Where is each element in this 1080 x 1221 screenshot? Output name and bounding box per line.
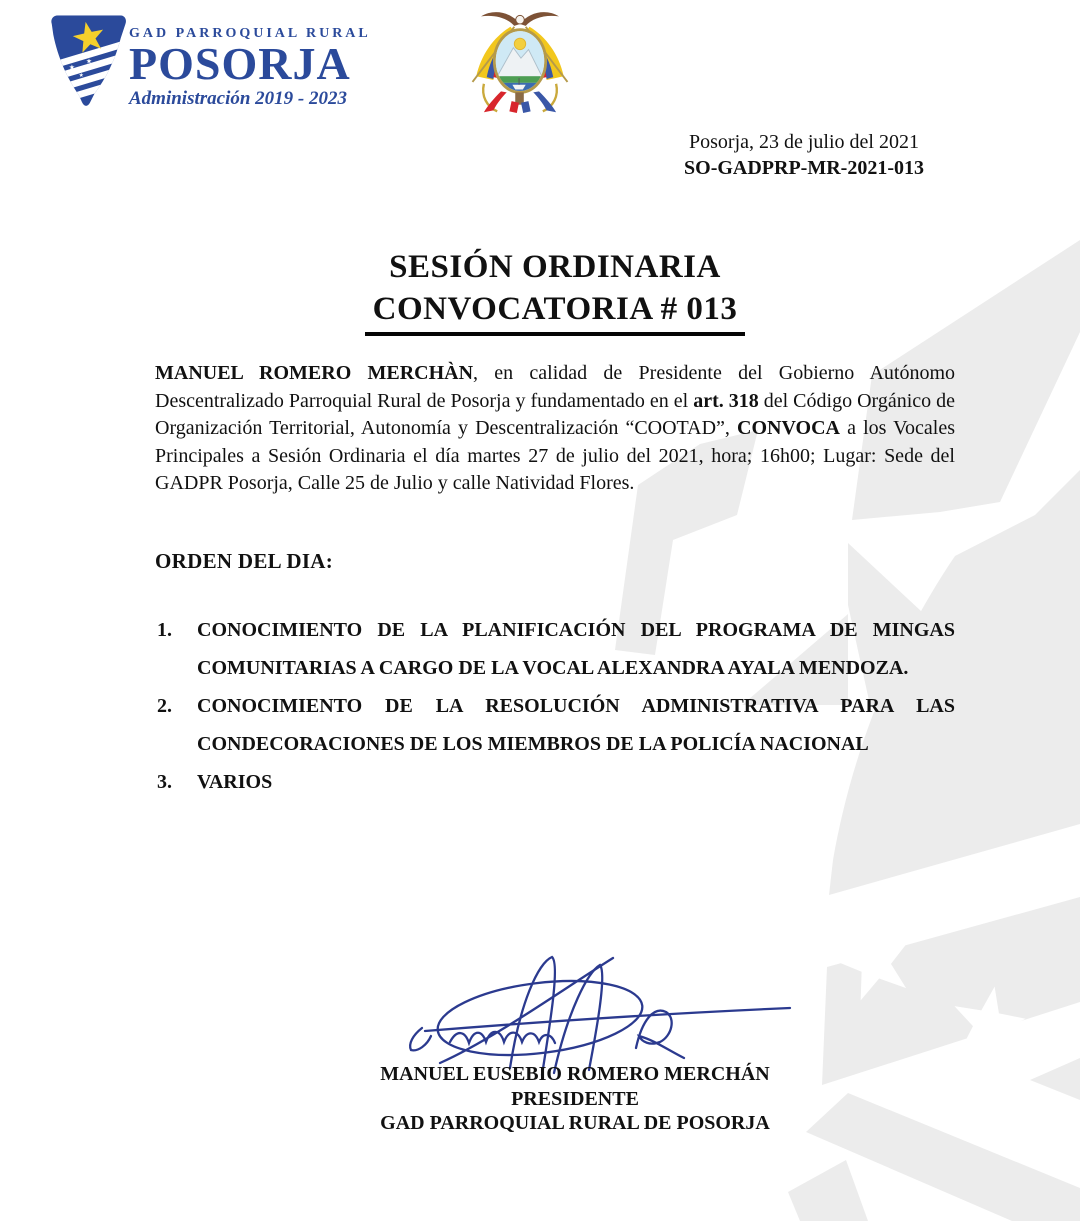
title-line1: SESIÓN ORDINARIA: [389, 249, 721, 285]
reference-code: SO-GADPRP-MR-2021-013: [684, 157, 924, 179]
agenda-item: [157, 687, 955, 763]
agenda-item-text: CONOCIMIENTO DE LA PLANIFICACIÓN DEL PROGRAMA DE MINGAS COMUNITARIAS A CARGO DE LA VOCAL ALEXANDRA AYALA MENDOZA.: [197, 619, 955, 679]
agenda-list: [157, 611, 955, 801]
signatory-role: PRESIDENTE: [511, 1087, 639, 1110]
date-line: Posorja, 23 de julio del 2021: [689, 131, 919, 153]
posorja-logo-wordmark: [129, 26, 371, 110]
agenda-item-text: VARIOS: [197, 771, 273, 793]
logo-administration: Administración 2019 - 2023: [129, 88, 347, 109]
logo-org-name: POSORJA: [129, 38, 351, 89]
signatory-organization: GAD PARROQUIAL RURAL DE POSORJA: [380, 1112, 770, 1134]
date-block: [655, 129, 953, 181]
agenda-item: [157, 611, 955, 687]
document-title: [140, 246, 970, 336]
signatory-name: MANUEL EUSEBIO ROMERO MERCHÁN: [380, 1063, 770, 1085]
agenda-item: [157, 763, 955, 801]
signatory-block: [155, 1062, 995, 1136]
title-line2: CONVOCATORIA # 013: [365, 288, 746, 336]
agenda-item-number: 3.: [157, 771, 172, 793]
agenda-item-number: 2.: [157, 695, 172, 717]
posorja-logo-shield-icon: [50, 13, 128, 110]
intro-paragraph: MANUEL ROMERO MERCHÀN, en calidad de Presidente del Gobierno Autónomo Descentralizado Parroquial Rural de Posorja y fundamentado en el art. 318 del Código Orgánico de Organización Territorial, Autonomía y Descentralización “COOTAD”, CONVOCA a los Vocales Principales a Sesión Ordinaria el día martes 27 de julio del 2021, hora; 16h00; Lugar: Sede del GADPR Posorja, Calle 25 de Julio y calle Natividad Flores.: [155, 362, 956, 494]
ecuador-coat-of-arms-icon: [450, 4, 590, 118]
logo-org-type: GAD PARROQUIAL RURAL: [129, 26, 371, 41]
signature-scribble: [392, 928, 812, 1078]
agenda-item-text: CONOCIMIENTO DE LA RESOLUCIÓN ADMINISTRATIVA PARA LAS CONDECORACIONES DE LOS MIEMBROS DE LA POLICÍA NACIONAL: [197, 695, 955, 755]
agenda-heading: ORDEN DEL DIA:: [155, 549, 334, 573]
agenda-item-number: 1.: [157, 619, 172, 641]
